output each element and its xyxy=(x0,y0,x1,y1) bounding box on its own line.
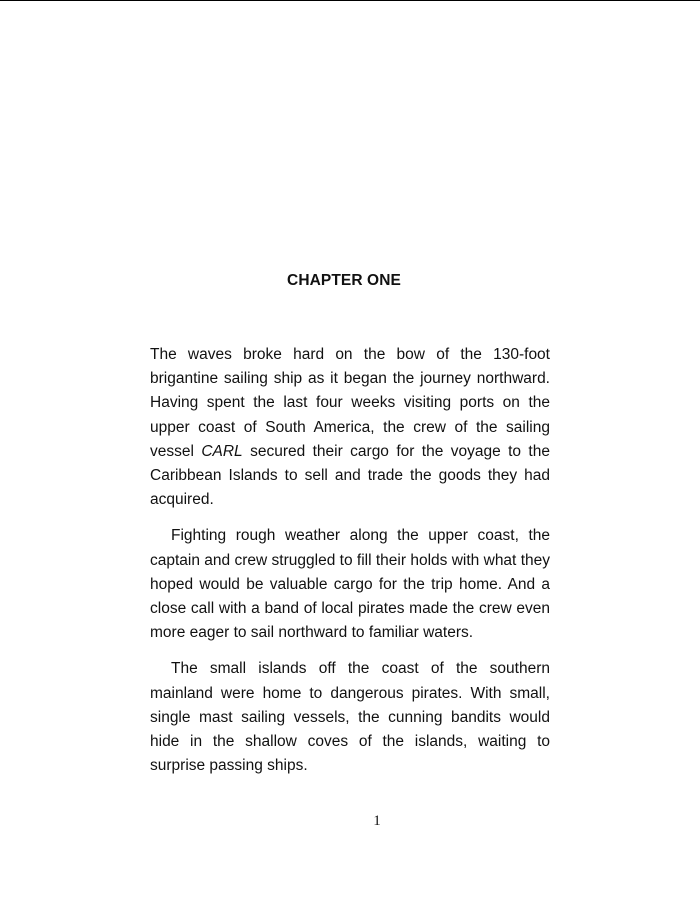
paragraph-2: Fighting rough weather along the upper coast, the captain and crew struggled to fill their holds with what they hoped would be valuable cargo for the trip home. And a close call with a band of local pirates made the crew even more eager to sail northward to familiar waters. xyxy=(150,527,550,642)
chapter-body xyxy=(150,343,550,790)
paragraph-3: The small islands off the coast of the southern mainland were home to dangerous pirates. With small, single mast sailing vessels, the cunning bandits would hide in the shallow coves of the islands, waiting to surprise passing ships. xyxy=(150,660,550,775)
chapter-title: CHAPTER ONE xyxy=(287,272,401,289)
paragraph-1-text-end: secured their cargo for the voyage to the Caribbean Islands to sell and trade the goods they had acquired. xyxy=(150,442,550,509)
paragraph-1 xyxy=(150,343,550,512)
page-number: 1 xyxy=(373,813,381,829)
ship-name-emphasis: CARL xyxy=(201,442,243,460)
paragraph-1-text-start: The waves broke hard on the bow of the 130-foot brigantine sailing ship as it began the journey northward. Having spent the last four weeks visiting ports on the upper coast of South America, the crew of the sailing vessel xyxy=(150,346,550,460)
